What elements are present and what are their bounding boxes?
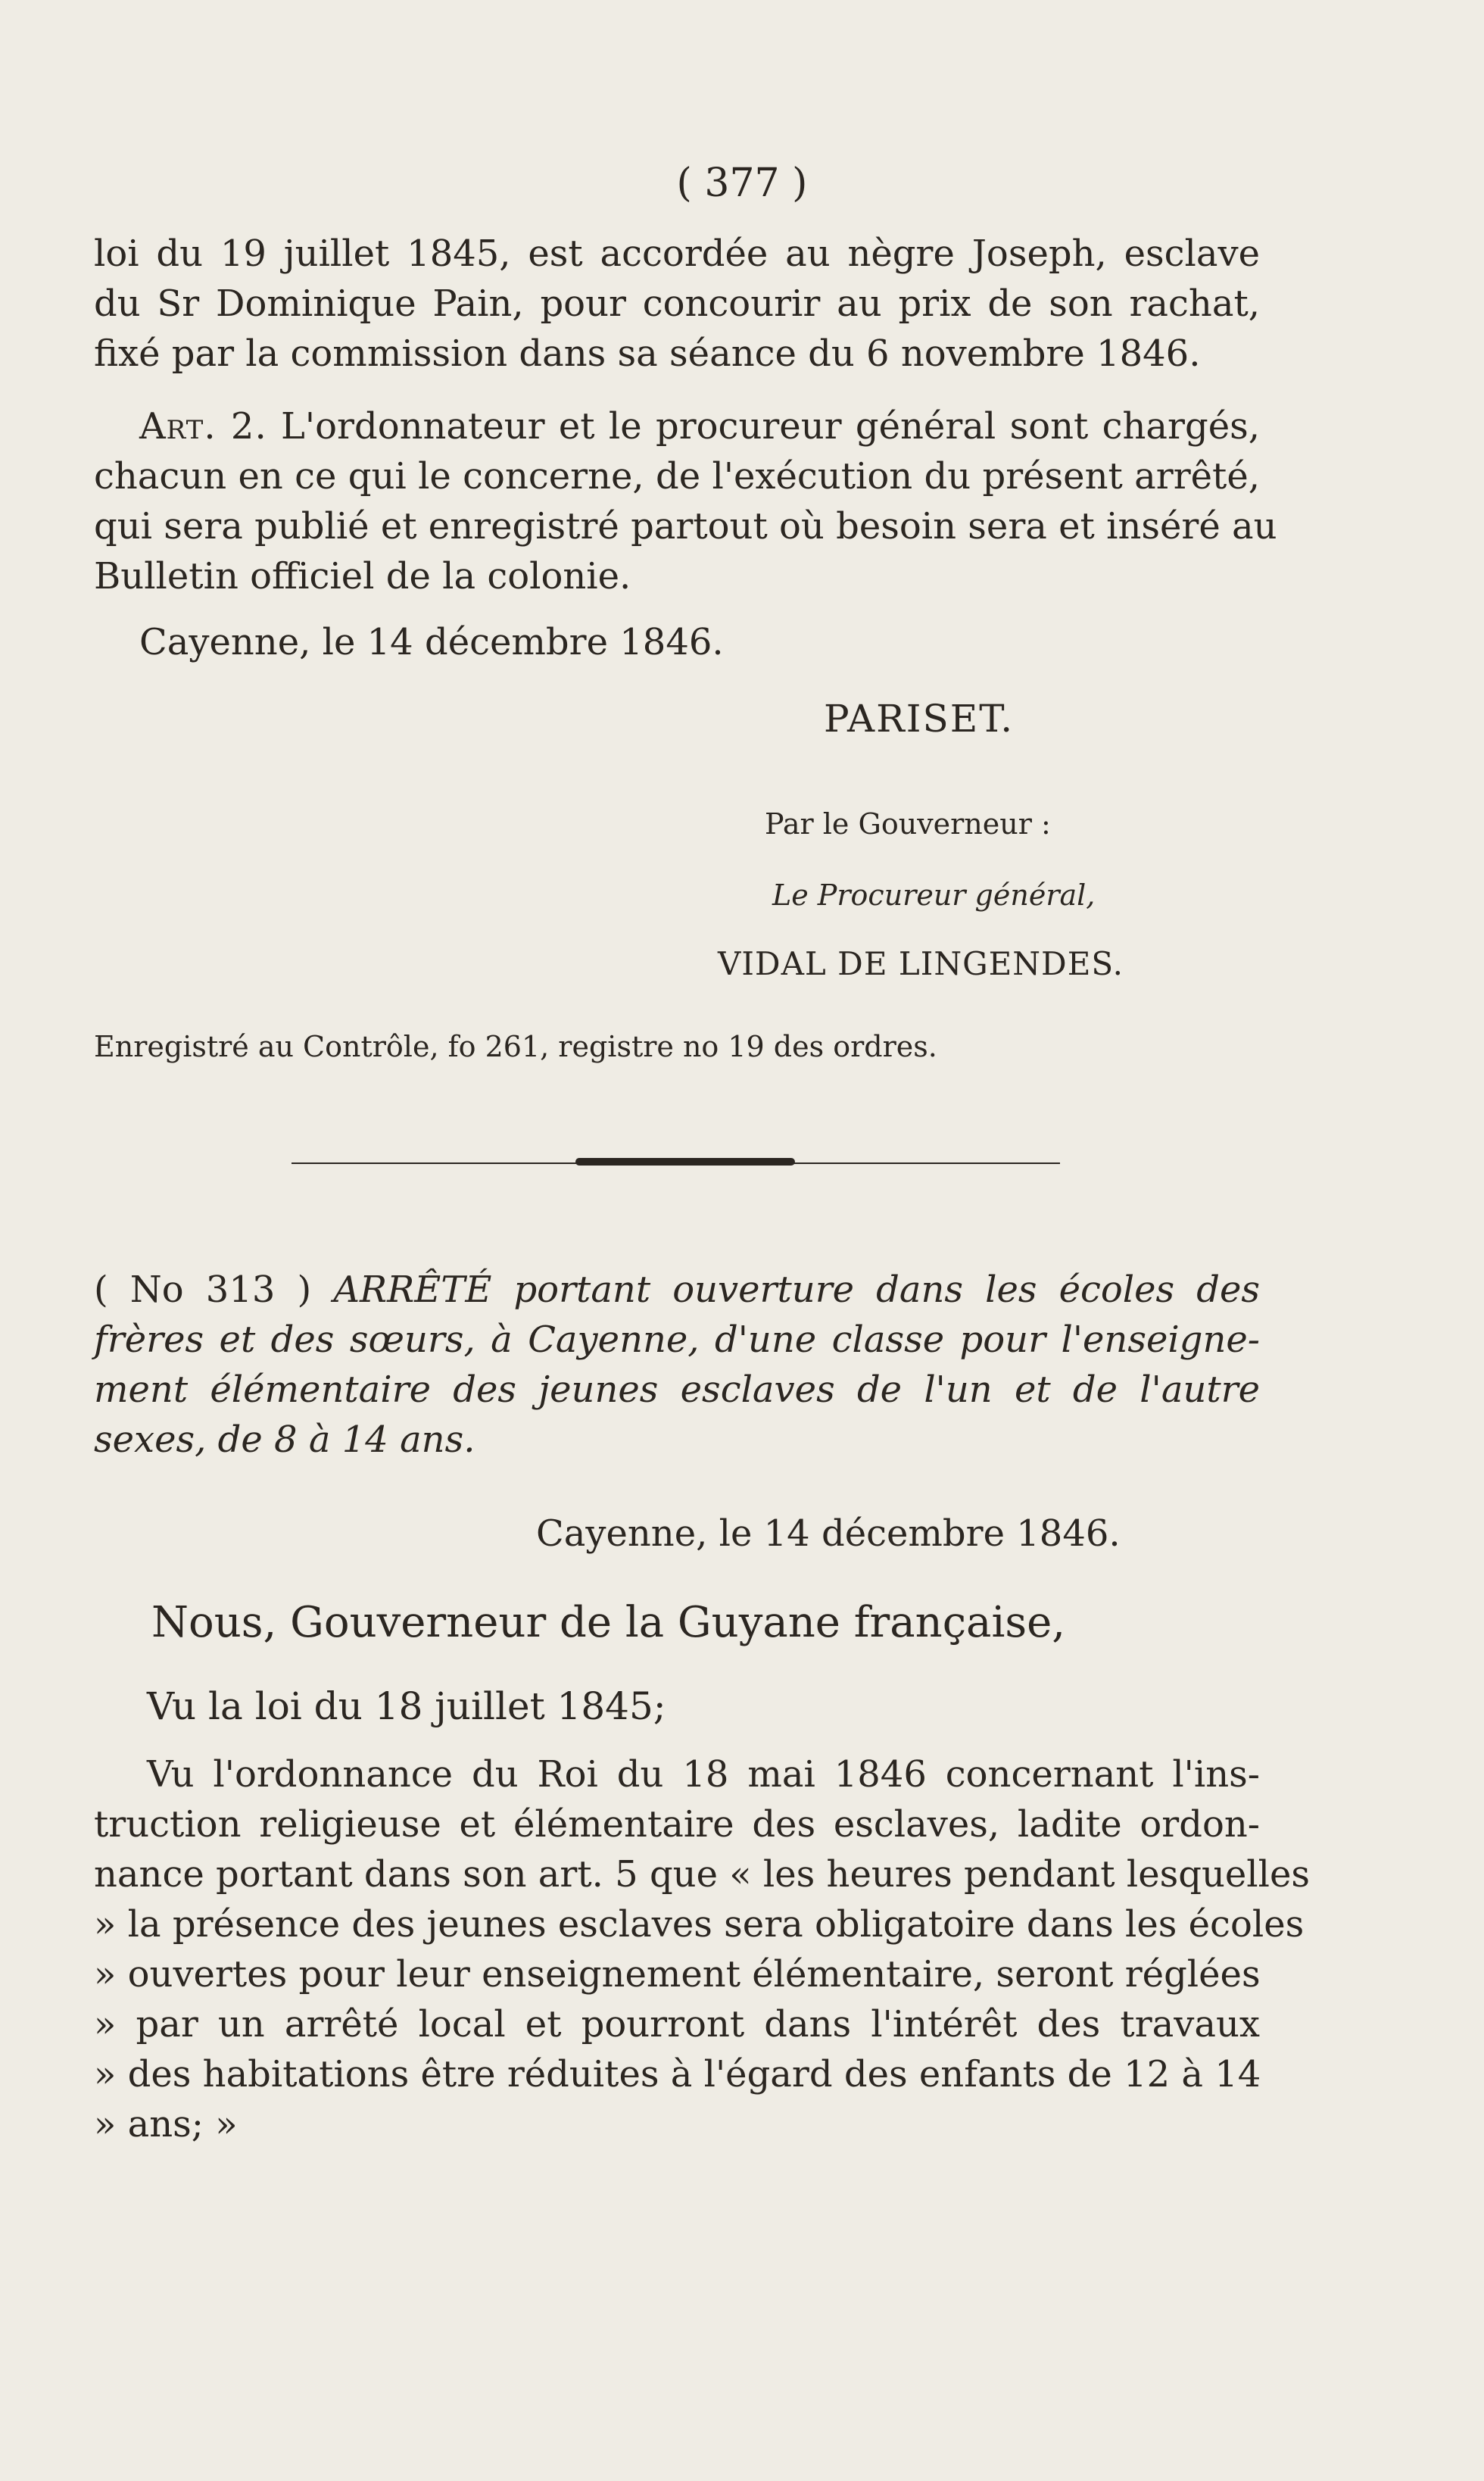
text-line: » ans; » bbox=[94, 2103, 238, 2146]
text-line: qui sera publié et enregistré partout où besoin sera et inséré au bbox=[94, 505, 1277, 548]
date-line: Cayenne, le 14 décembre 1846. bbox=[139, 621, 724, 663]
text-line: » la présence des jeunes esclaves sera obligatoire dans les écoles bbox=[94, 1903, 1305, 1946]
separator-rule-center bbox=[575, 1158, 795, 1166]
text-line: » ouvertes pour leur enseignement élémentaire, seront réglées bbox=[94, 1953, 1261, 1996]
text-line: frères et des sœurs, à Cayenne, d'une classe pour l'enseigne- bbox=[94, 1319, 1260, 1361]
text-line: ment élémentaire des jeunes esclaves de l'un et de l'autre bbox=[94, 1368, 1260, 1411]
arrete-heading bbox=[94, 1265, 1260, 1465]
text-line: sexes, de 8 à 14 ans. bbox=[94, 1418, 475, 1461]
nous-gouverneur: Nous, Gouverneur de la Guyane française, bbox=[151, 1598, 1066, 1647]
text-line: du Sr Dominique Pain, pour concourir au prix de son rachat, bbox=[94, 282, 1260, 325]
text-span: portant ouverture dans les écoles des bbox=[513, 1269, 1261, 1311]
text-line bbox=[94, 1265, 1260, 1315]
text-line: loi du 19 juillet 1845, est accordée au nègre Joseph, esclave bbox=[94, 232, 1260, 275]
text-line: nance portant dans son art. 5 que « les heures pendant lesquelles bbox=[94, 1853, 1311, 1896]
date-line: Cayenne, le 14 décembre 1846. bbox=[536, 1512, 1121, 1555]
text-line: » par un arrêté local et pourront dans l'intérêt des travaux bbox=[94, 2003, 1260, 2046]
vu-ordonnance-paragraph bbox=[94, 1749, 1311, 2149]
vu-loi: Vu la loi du 18 juillet 1845; bbox=[147, 1684, 666, 1728]
arrete-number: ( No 313 ) bbox=[94, 1269, 312, 1311]
procureur-title: Le Procureur général, bbox=[772, 878, 1096, 912]
text-line: Vu l'ordonnance du Roi du 18 mai 1846 concernant l'ins- bbox=[147, 1753, 1260, 1796]
text-line: truction religieuse et élémentaire des esclaves, ladite ordon- bbox=[94, 1803, 1260, 1846]
page-number: ( 377 ) bbox=[676, 161, 808, 206]
text-line: Bulletin officiel de la colonie. bbox=[94, 555, 631, 598]
text-line: fixé par la commission dans sa séance du 6 novembre 1846. bbox=[94, 332, 1201, 375]
paragraph-article-2 bbox=[94, 401, 1277, 601]
par-le-gouverneur: Par le Gouverneur : bbox=[765, 807, 1051, 841]
text-line bbox=[94, 401, 1260, 451]
procureur-name: VIDAL DE LINGENDES. bbox=[718, 945, 1124, 982]
signer-name: PARISET. bbox=[824, 697, 1015, 741]
text-span: L'ordonnateur et le procureur général sont chargés, bbox=[281, 405, 1260, 448]
arrete-title: ARRÊTÉ bbox=[333, 1269, 492, 1311]
text-line: » des habitations être réduites à l'égard des enfants de 12 à 14 bbox=[94, 2053, 1261, 2096]
article-label: Art. 2. bbox=[139, 405, 267, 448]
paragraph-article-1-end bbox=[94, 229, 1260, 379]
registration-note: Enregistré au Contrôle, fo 261, registre no 19 des ordres. bbox=[94, 1030, 937, 1063]
text-line: chacun en ce qui le concerne, de l'exécution du présent arrêté, bbox=[94, 455, 1260, 498]
